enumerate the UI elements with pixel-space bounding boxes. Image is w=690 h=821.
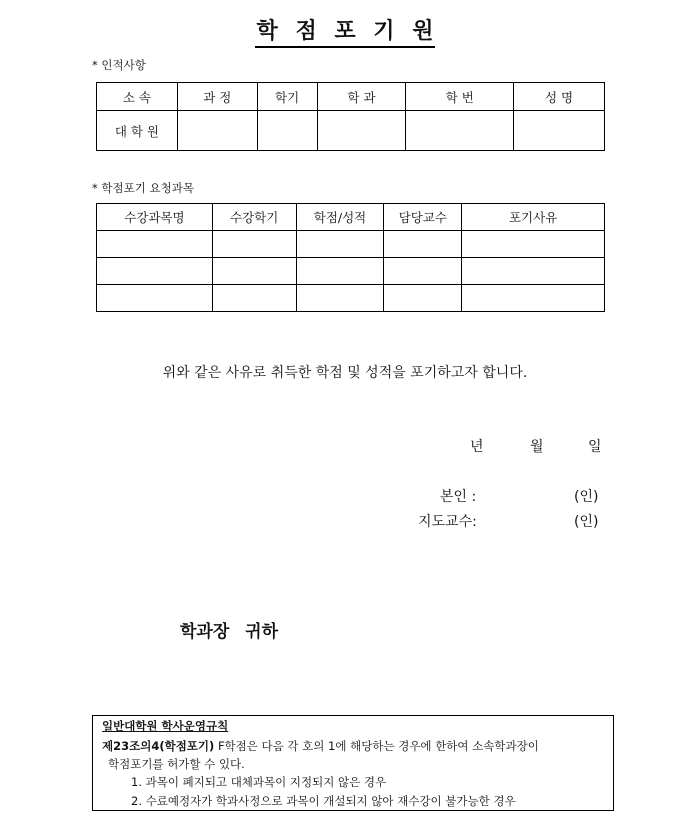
course-name-input[interactable] bbox=[97, 258, 213, 285]
course-row bbox=[97, 258, 605, 285]
declaration-text: 위와 같은 사유로 취득한 학점 및 성적을 포기하고자 합니다. bbox=[162, 365, 528, 381]
course-professor-input[interactable] bbox=[384, 258, 462, 285]
course-professor-input[interactable] bbox=[384, 285, 462, 312]
self-seal: (인) bbox=[574, 489, 599, 505]
advisor-label: 지도교수: bbox=[418, 514, 477, 530]
course-name-input[interactable] bbox=[97, 285, 213, 312]
course-name-input[interactable] bbox=[97, 231, 213, 258]
self-label: 본인 : bbox=[440, 489, 477, 505]
course-grade-input[interactable] bbox=[296, 258, 384, 285]
semester-input[interactable] bbox=[257, 111, 317, 151]
rules-box bbox=[92, 715, 614, 811]
header-cell: 과 정 bbox=[177, 83, 257, 111]
course-semester-input[interactable] bbox=[212, 285, 296, 312]
program-input[interactable] bbox=[177, 111, 257, 151]
header-cell: 담당교수 bbox=[384, 204, 462, 231]
personal-section-label: * 인적사항 bbox=[92, 58, 146, 72]
affiliation-cell: 대 학 원 bbox=[97, 111, 178, 151]
page-title-text: 학 점 포 기 원 bbox=[255, 14, 436, 48]
course-reason-input[interactable] bbox=[462, 231, 605, 258]
advisor-seal: (인) bbox=[574, 514, 599, 530]
article-text: F학점은 다음 각 호의 1에 해당하는 경우에 한하여 소속학과장이 bbox=[217, 739, 539, 753]
courses-header-row bbox=[97, 204, 605, 231]
department-input[interactable] bbox=[317, 111, 406, 151]
rules-title: 일반대학원 학사운영규칙 bbox=[102, 719, 229, 733]
rule-item: 2. 수료예정자가 학과사정으로 과목이 개설되지 않아 재수강이 불가능한 경우 bbox=[131, 794, 516, 808]
header-cell: 수강과목명 bbox=[97, 204, 213, 231]
header-cell: 소 속 bbox=[97, 83, 178, 111]
month-label: 월 bbox=[530, 439, 544, 455]
header-cell: 학점/성적 bbox=[296, 204, 384, 231]
article-heading: 제23조의4(학점포기) bbox=[102, 739, 215, 753]
year-label: 년 bbox=[470, 439, 484, 455]
course-reason-input[interactable] bbox=[462, 285, 605, 312]
course-semester-input[interactable] bbox=[212, 231, 296, 258]
courses-table bbox=[96, 203, 605, 312]
rule-item: 1. 과목이 폐지되고 대체과목이 지정되지 않은 경우 bbox=[131, 775, 387, 789]
addressee: 학과장 귀하 bbox=[180, 622, 279, 642]
header-cell: 학 과 bbox=[317, 83, 406, 111]
header-cell: 학기 bbox=[257, 83, 317, 111]
header-cell: 학 번 bbox=[406, 83, 514, 111]
page-title bbox=[0, 14, 690, 48]
course-reason-input[interactable] bbox=[462, 258, 605, 285]
course-grade-input[interactable] bbox=[296, 231, 384, 258]
personal-input-row bbox=[97, 111, 605, 151]
header-cell: 성 명 bbox=[514, 83, 605, 111]
personal-header-row bbox=[97, 83, 605, 111]
rules-article bbox=[102, 738, 539, 754]
course-row bbox=[97, 231, 605, 258]
personal-info-table bbox=[96, 82, 605, 151]
header-cell: 포기사유 bbox=[462, 204, 605, 231]
course-row bbox=[97, 285, 605, 312]
courses-section-label: * 학점포기 요청과목 bbox=[92, 181, 194, 195]
student-id-input[interactable] bbox=[406, 111, 514, 151]
course-semester-input[interactable] bbox=[212, 258, 296, 285]
name-input[interactable] bbox=[514, 111, 605, 151]
course-professor-input[interactable] bbox=[384, 231, 462, 258]
article-text-cont: 학점포기를 허가할 수 있다. bbox=[108, 757, 245, 771]
header-cell: 수강학기 bbox=[212, 204, 296, 231]
course-grade-input[interactable] bbox=[296, 285, 384, 312]
day-label: 일 bbox=[588, 439, 602, 455]
